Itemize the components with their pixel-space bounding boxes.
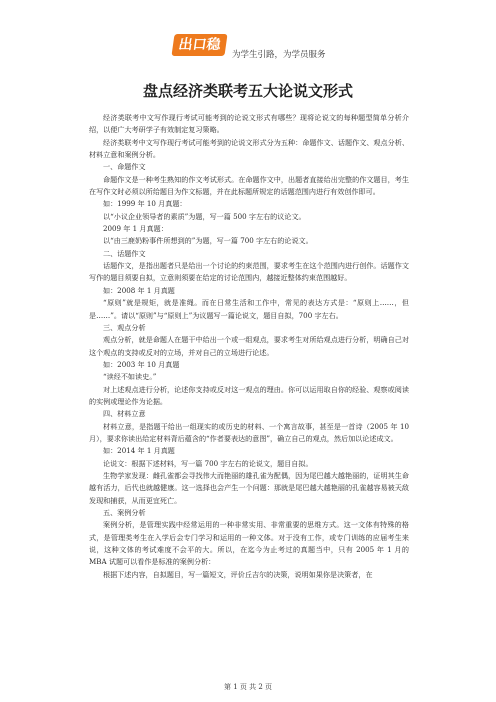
paragraph: 如：2008 年 1 月真题 — [103, 285, 175, 295]
paragraph: 生物学家发现：雌孔雀都会寻找伟大而艳丽的雄孔雀为配偶，因为尾巴越大越艳丽的，证明其生命越有活力，后代也就越健康。这一选择也会产生一个问题：那就是尾巴越大越艳丽的孔雀越容易被天敌发现和捕获，从而更宜死亡。 — [89, 470, 409, 505]
paragraph: 论说文：根据下述材料，写一篇 700 字左右的论说文，题目自拟。 — [103, 458, 313, 468]
paragraph: 以“小议企业领导者的素质”为题，写一篇 500 字左右的议论文。 — [103, 211, 306, 221]
paragraph: 二、话题作文 — [103, 248, 146, 258]
paragraph: 如：2014 年 1 月真题 — [103, 446, 175, 456]
paragraph: 以“由三鹿奶粉事件所想到的”为题，写一篇 700 字左右的论说文。 — [103, 236, 313, 246]
paragraph: 如：1999 年 10 月真题： — [103, 199, 187, 209]
page-footer: 第 1 页 共 2 页 — [223, 683, 273, 691]
paragraph: 一、命题作文 — [103, 162, 146, 172]
paragraph: 对上述观点进行分析，论述你支持或反对这一观点的理由。你可以运用取自你的经验、观察或阅读的实例或理论作为论据。 — [89, 384, 409, 406]
paragraph: 根据下述内容，自拟题目，写一篇短文，评价丘吉尔的决策，说明如果你是决策者，在 — [103, 569, 373, 579]
paragraph: 经济类联考中文写作现行考试可能考到的论说文形式分为五种：命题作文、话题作文、观点分析、材料立意和案例分析。 — [89, 137, 409, 160]
paragraph: 命题作文是一种考生熟知的作文考试形式。在命题作文中，出题者直接给出完整的作文题目，考生在写作文时必须以所给题目为作文标题，并在此标题所规定的话题范围内进行有效创作即可。 — [89, 174, 409, 197]
paragraph: “读经不如读史。” — [103, 372, 157, 382]
paragraph: 四、材料立意 — [103, 409, 146, 419]
header-slogan: 为学生引路，为学员服务 — [232, 50, 326, 60]
paragraph: 案例分析，是管理实践中经常运用的一种非常实用、非常重要的思维方式。这一文体有特殊的格式，是管理类考生在入学后会专门学习和运用的一种文体。对于没有工作，或专门训练的应届考生来说，这种文体的考试难度不会平的大。所以，在迄今为止考过的真题当中，只有 2005 年 1 月的 MBA 试题可以看作是标准的案例分析： — [89, 520, 409, 567]
paragraph: 观点分析，就是命题人在题干中给出一个或一组观点，要求考生对所给观点进行分析，明确自己对这个观点的支持或反对的立场，并对自己的立场进行论述。 — [89, 335, 409, 357]
paragraph: 经济类联考中文写作现行考试可能考到的论说文形式有哪些？现将论说文的每种题型简单分析介绍，以便广大考研学子有效制定复习策略。 — [89, 113, 409, 135]
paragraph: 话题作文，是指出题者只是给出一个讨论的约束范围，要求考生在这个范围内进行创作。话题作文写作的题目须要自拟，立意则须要在给定的讨论范围内，越接近整体约束范围越好。 — [89, 261, 409, 283]
article-body — [89, 112, 409, 581]
paragraph: 材料立意，是指题干给出一组现实的或历史的材料、一个寓言故事，甚至是一首诗（2005 年 10 月），要求你读出给定材料背后蕴含的“作者要表达的意图”，确立自己的观点，然后加以论述成文。 — [89, 421, 409, 443]
brand-logo: 出口稳 — [171, 34, 227, 56]
paragraph: 三、观点分析 — [103, 322, 146, 332]
paragraph: 五、案例分析 — [103, 508, 146, 517]
paragraph: “原则”就是规矩，就是准绳。而在日常生活和工作中，常见的表达方式是：“原则上……，但是……”。请以“原则”与“原则上”为议题写一篇论说文，题目自拟，700 字左右。 — [89, 298, 409, 320]
paragraph: 如：2003 年 10 月真题 — [103, 359, 180, 369]
paragraph: 2009 年 1 月真题： — [103, 224, 168, 234]
page-title: 盘点经济类联考五大论说文形式 — [142, 82, 353, 100]
